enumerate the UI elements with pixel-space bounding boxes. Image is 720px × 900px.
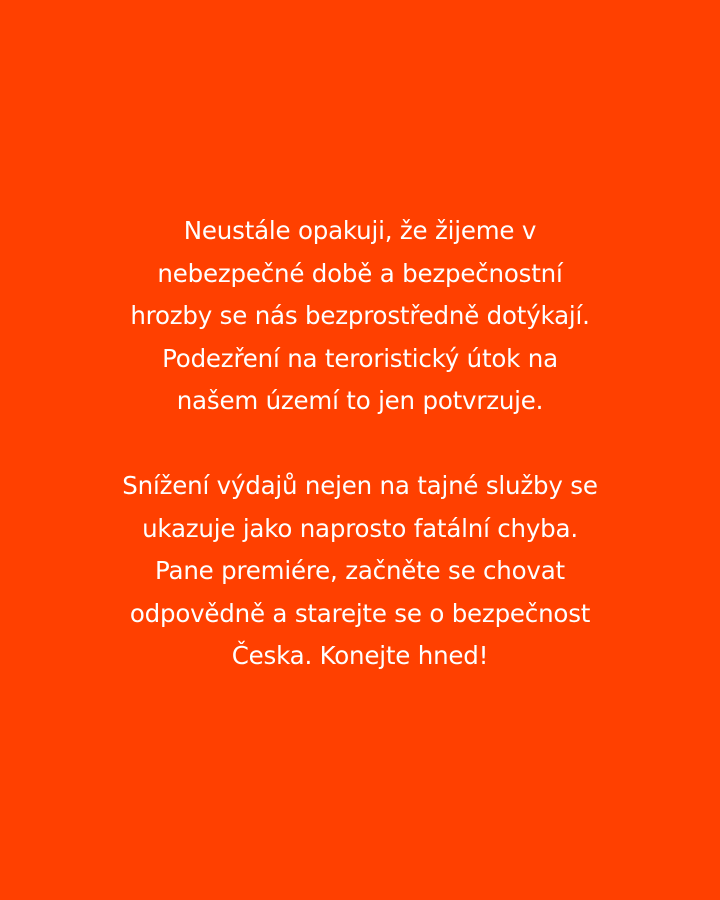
paragraph-spacer (60, 423, 660, 466)
paragraph-2-line: odpovědně a starejte se o bezpečnost (129, 598, 591, 628)
paragraph-2-line: ukazuje jako naprosto fatální chyba. (142, 513, 578, 543)
statement-text (60, 210, 660, 678)
paragraph-1 (60, 210, 660, 423)
paragraph-2 (60, 465, 660, 678)
paragraph-1-line: hrozby se nás bezprostředně dotýkají. (130, 301, 590, 330)
paragraph-2-line: Pane premiére, začněte se chovat (155, 556, 565, 585)
paragraph-1-line: Podezření na teroristický útok na (162, 343, 558, 373)
paragraph-1-line: Neustále opakuji, že žijeme v (183, 216, 537, 245)
paragraph-1-line: našem území to jen potvrzuje. (176, 386, 544, 415)
paragraph-1-line: nebezpečné době a bezpečnostní (157, 258, 563, 288)
paragraph-2-line: Snížení výdajů nejen na tajné služby se (122, 471, 598, 500)
paragraph-2-line: Česka. Konejte hned! (231, 641, 489, 670)
